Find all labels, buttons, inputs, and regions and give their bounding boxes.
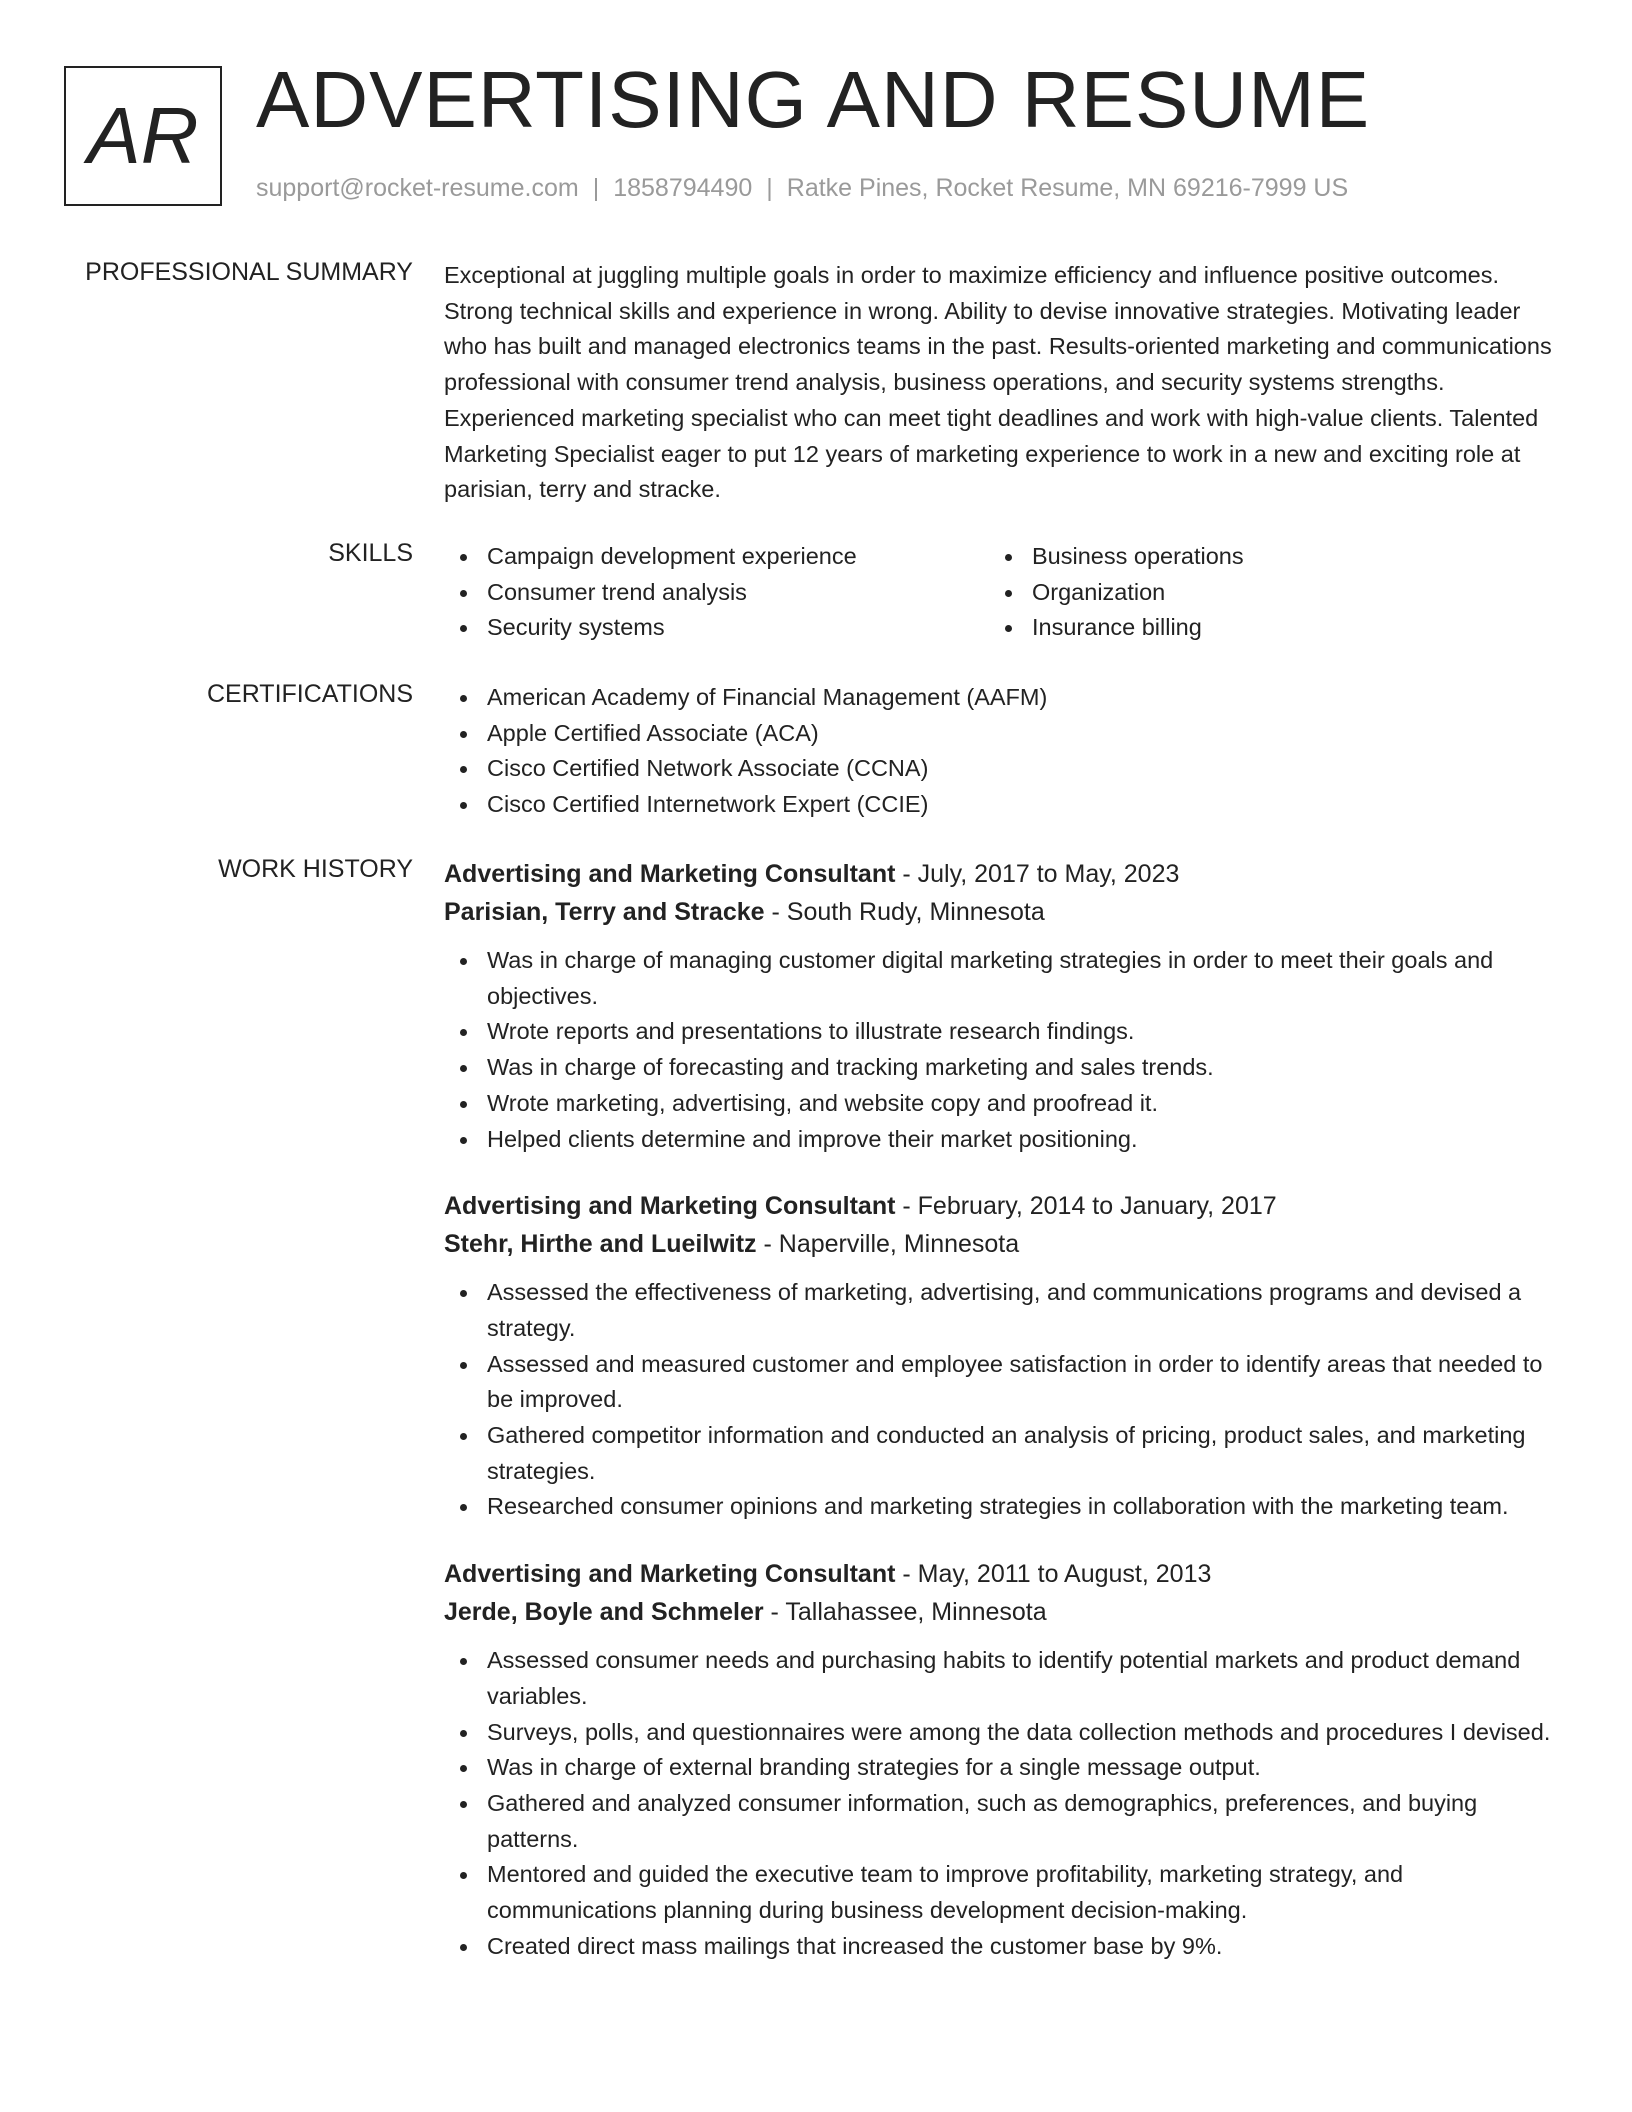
job-entry <box>444 855 1556 1157</box>
job-title-line <box>444 1187 1556 1225</box>
certification-item: American Academy of Financial Management (AAFM) <box>444 680 1556 716</box>
contact-line <box>256 174 1348 203</box>
job-bullets <box>444 1275 1556 1525</box>
certification-item: Apple Certified Associate (ACA) <box>444 716 1556 752</box>
work-history-list <box>444 855 1556 1994</box>
job-bullet: Was in charge of managing customer digital marketing strategies in order to meet their goals and objectives. <box>444 943 1556 1014</box>
job-company-line <box>444 1593 1556 1631</box>
job-entry <box>444 1555 1556 1964</box>
email: support@rocket-resume.com <box>256 174 579 202</box>
job-bullet: Assessed and measured customer and employee satisfaction in order to identify areas that needed to be improved. <box>444 1347 1556 1418</box>
skills-label: SKILLS <box>328 539 413 567</box>
job-title: Advertising and Marketing Consultant <box>444 860 896 888</box>
job-bullets <box>444 943 1556 1157</box>
certifications-items <box>444 680 1556 823</box>
separator: | <box>592 174 600 202</box>
job-dates: - February, 2014 to January, 2017 <box>895 1192 1277 1221</box>
resume-name: ADVERTISING AND RESUME <box>256 55 1371 144</box>
job-bullet: Assessed consumer needs and purchasing habits to identify potential markets and product demand variables. <box>444 1643 1556 1714</box>
skills-column-2 <box>989 539 1534 646</box>
job-bullet: Wrote reports and presentations to illustrate research findings. <box>444 1014 1556 1050</box>
job-bullet: Helped clients determine and improve their market positioning. <box>444 1122 1556 1158</box>
job-company: Jerde, Boyle and Schmeler <box>444 1598 764 1627</box>
skill-item: Business operations <box>989 539 1534 575</box>
job-company-line <box>444 893 1556 931</box>
skill-item: Insurance billing <box>989 610 1534 646</box>
certifications-list <box>444 680 1556 823</box>
summary-text: Exceptional at juggling multiple goals in order to maximize efficiency and influence positive outcomes. Strong technical skills and experience in wrong. Ability to devise innovative strategies. Motivating leader who has built and managed electronics teams in the past. Results-oriented marketing and communications professional with consumer trend analysis, business operations, and security systems strengths. Experienced marketing specialist who can meet tight deadlines and work with high-value clients. Talented Marketing Specialist eager to put 12 years of marketing experience to work in a new and exciting role at parisian, terry and stracke. <box>444 262 1552 503</box>
job-company: Parisian, Terry and Stracke <box>444 898 765 926</box>
job-bullet: Wrote marketing, advertising, and website copy and proofread it. <box>444 1086 1556 1122</box>
certification-item: Cisco Certified Internetwork Expert (CCIE) <box>444 787 1556 823</box>
skill-item: Organization <box>989 575 1534 611</box>
summary-label: PROFESSIONAL SUMMARY <box>85 258 413 286</box>
job-location: - Naperville, Minnesota <box>756 1230 1020 1259</box>
job-bullet: Surveys, polls, and questionnaires were among the data collection methods and procedures I devised. <box>444 1715 1556 1751</box>
job-bullet: Assessed the effectiveness of marketing, advertising, and communications programs and devised a strategy. <box>444 1275 1556 1346</box>
job-bullets <box>444 1643 1556 1964</box>
job-company-line <box>444 1225 1556 1263</box>
job-bullet: Was in charge of external branding strategies for a single message output. <box>444 1750 1556 1786</box>
initials-monogram: AR <box>64 66 222 206</box>
job-location: - South Rudy, Minnesota <box>764 898 1045 926</box>
job-bullet: Researched consumer opinions and marketing strategies in collaboration with the marketing team. <box>444 1489 1556 1525</box>
job-bullet: Was in charge of forecasting and tracking marketing and sales trends. <box>444 1050 1556 1086</box>
skills-list <box>444 539 1556 646</box>
certification-item: Cisco Certified Network Associate (CCNA) <box>444 751 1556 787</box>
job-title: Advertising and Marketing Consultant <box>444 1192 896 1221</box>
job-bullet: Mentored and guided the executive team to improve profitability, marketing strategy, and communications planning during business development decision-making. <box>444 1857 1556 1928</box>
phone: 1858794490 <box>613 174 753 202</box>
address: Ratke Pines, Rocket Resume, MN 69216-7999 US <box>786 174 1349 202</box>
work-history-label: WORK HISTORY <box>218 855 413 883</box>
job-location: - Tallahassee, Minnesota <box>763 1598 1047 1627</box>
job-title: Advertising and Marketing Consultant <box>444 1560 896 1589</box>
job-bullet: Gathered competitor information and conducted an analysis of pricing, product sales, and marketing strategies. <box>444 1418 1556 1489</box>
skill-item: Campaign development experience <box>444 539 989 575</box>
job-dates: - July, 2017 to May, 2023 <box>895 860 1180 888</box>
certifications-label: CERTIFICATIONS <box>206 680 413 708</box>
skills-column-1 <box>444 539 989 646</box>
skill-item: Consumer trend analysis <box>444 575 989 611</box>
job-bullet: Created direct mass mailings that increased the customer base by 9%. <box>444 1929 1556 1965</box>
job-company: Stehr, Hirthe and Lueilwitz <box>444 1230 757 1259</box>
skill-item: Security systems <box>444 610 989 646</box>
job-entry <box>444 1187 1556 1525</box>
job-title-line <box>444 855 1556 893</box>
job-title-line <box>444 1555 1556 1593</box>
separator: | <box>766 174 773 202</box>
job-dates: - May, 2011 to August, 2013 <box>895 1560 1212 1589</box>
job-bullet: Gathered and analyzed consumer information, such as demographics, preferences, and buying patterns. <box>444 1786 1556 1857</box>
